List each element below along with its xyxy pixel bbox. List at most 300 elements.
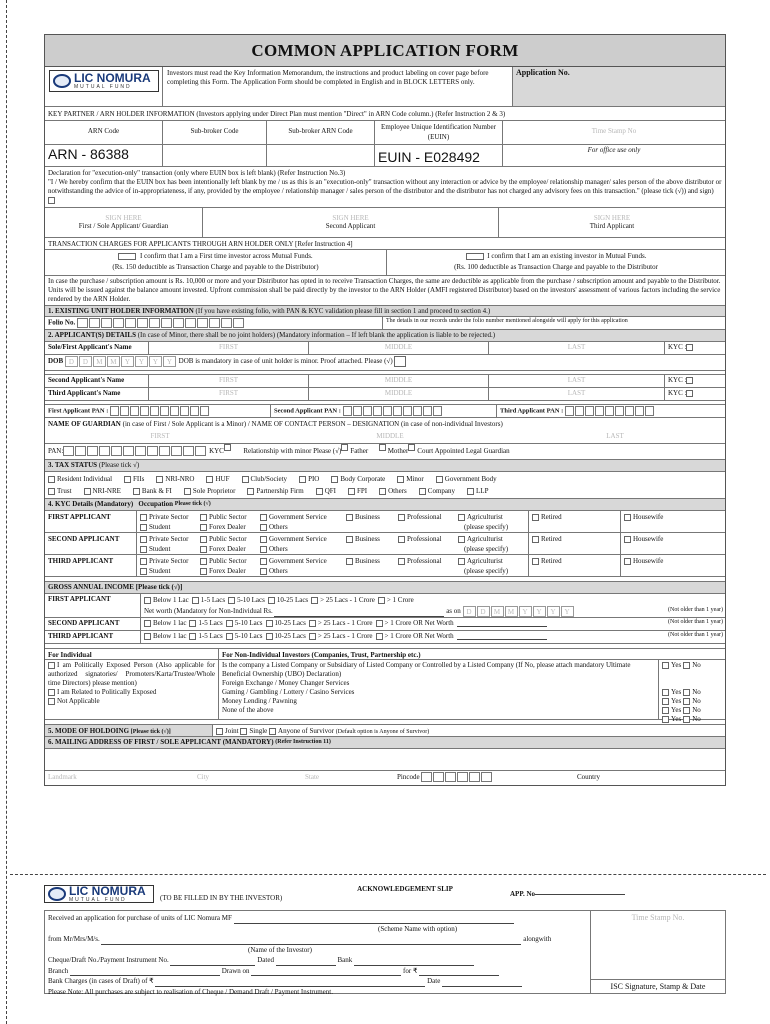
tax-option[interactable] [247,487,303,495]
tax-option[interactable] [419,487,455,495]
city-field[interactable]: City [197,773,210,781]
income-option-label: > 25 Lacs - 1 Crore [320,596,375,604]
occupation-option[interactable] [346,534,398,544]
single-checkbox[interactable] [240,728,247,735]
tax-option[interactable] [156,475,194,483]
application-no-label: Application No. [513,67,725,106]
office-use-label: For office use only [587,146,641,154]
tax-option-label: LLP [476,487,489,495]
euin-field[interactable]: EUIN - E028492 [375,145,503,166]
yes-checkbox[interactable] [662,662,669,669]
no-checkbox[interactable] [683,689,690,696]
occupation-option-label: Government Service [269,535,327,543]
slip-logo: LIC NOMURA MUTUAL FUND [44,885,154,903]
tax-option[interactable] [48,487,72,495]
subbroker-arn-field[interactable] [267,145,375,166]
income-third-row: THIRD APPLICANT Below 1 lac 1-5 Lacs 5-10 Lacs 10-25 Lacs > 25 Lacs - 1 Crore > 1 Crore OR Net Worth (Not older than 1 year) [45,631,725,644]
subbroker-code-field[interactable] [163,145,267,166]
occupation-option[interactable] [140,566,200,576]
checkbox[interactable] [458,514,465,521]
occupation-option-label: Public Sector [209,513,247,521]
logo-text: LIC NOMURA [74,70,151,85]
date-box[interactable]: Y [121,356,134,367]
checkbox[interactable] [48,488,55,495]
dob-row: DOB D D M M Y Y Y Y DOB is mandatory in case of unit holder is minor. Proof attached. Please (√) [45,355,725,371]
income-checkbox[interactable] [266,620,273,627]
folio-boxes[interactable] [77,319,245,327]
occupation-option[interactable] [532,512,612,522]
date-box[interactable]: Y [533,606,546,617]
dob-boxes[interactable] [65,357,177,365]
income-checkbox[interactable] [192,597,199,604]
tax-option-label: FIIs [133,475,145,483]
income-option-label: 5-10 Lacs [234,619,263,627]
checkbox[interactable] [532,558,539,565]
income-option-label: Below 1 lac [153,619,187,627]
landmark-field[interactable]: Landmark [48,773,77,781]
logo [45,67,163,106]
income-checkbox[interactable] [376,633,383,640]
checkbox[interactable] [200,558,207,565]
pep-checkbox[interactable] [48,662,55,669]
occupation-option[interactable] [398,534,458,544]
checkbox[interactable] [260,536,267,543]
checkbox[interactable] [397,476,404,483]
income-first-row: FIRST APPLICANT Below 1 Lac 1-5 Lacs 5-10 Lacs 10-25 Lacs > 25 Lacs - 1 Crore > 1 Crore Net worth (Mandatory for Non-Individual Rs. as on D D M M Y Y Y Y (Not older than 1 year) [45,594,725,618]
transaction-note: In case the purchase / subscription amount is Rs. 10,000 or more and your Distributor has opted in to receive Transaction Charges, the same are deductible as applicable from the purchase / subscription amount and payable to the Distributor. Units will be issued against the balance amount invested. Upfront commission shall be paid directly by the investor to the ARN Holder (AMFI registered Distributor) based on the investors' assessment of various factors including the service rendered by the ARN Holder. [45,276,725,306]
occupation-option[interactable] [140,534,200,544]
occupation-option-label: Agriculturist [467,557,503,565]
checkbox[interactable] [84,488,91,495]
income-option-label: > 1 Crore OR Net Worth [384,619,454,627]
logo-subtext: MUTUAL FUND [74,83,132,90]
occupation-option[interactable] [398,556,458,566]
occupation-option[interactable] [532,534,612,544]
occupation-row [45,533,725,555]
tax-option[interactable] [379,487,407,495]
pincode-boxes[interactable] [421,773,493,781]
sign-first[interactable]: SIGN HERE First / Sole Applicant/ Guardian [45,208,203,237]
occupation-option-label: Others [269,545,288,553]
income-checkbox[interactable] [266,633,273,640]
kyc-checkbox-1[interactable] [686,344,693,351]
yes-checkbox[interactable] [662,689,669,696]
tax-option-label: Club/Society [250,475,288,483]
checkbox[interactable] [348,488,355,495]
joint-checkbox[interactable] [216,728,223,735]
occupation-option[interactable] [140,556,200,566]
tax-option[interactable] [436,475,497,483]
occupation-option-label: Retired [541,557,562,565]
income-checkbox[interactable] [309,620,316,627]
income-option-label: 1-5 Lacs [198,619,223,627]
occupation-option[interactable] [624,512,694,522]
tax-option-label: NRI-NRO [165,475,195,483]
tax-option-label: Others [388,487,407,495]
yes-label: Yes [671,706,682,714]
occupation-option[interactable] [398,512,458,522]
date-box[interactable]: Y [519,606,532,617]
occupation-option[interactable] [458,556,518,566]
occupation-option[interactable] [140,512,200,522]
checkbox[interactable] [260,524,267,531]
last-name-field[interactable]: LAST [489,342,665,354]
income-heading: GROSS ANNUAL INCOME [Please tick (√)] [45,582,725,594]
guardian-pan-boxes[interactable] [63,444,207,459]
section4-heading: 4. KYC Details (Mandatory) Occupation Please tick (√) [45,499,725,511]
related-pep-checkbox[interactable] [48,689,55,696]
income-checkbox[interactable] [376,620,383,627]
occupation-option-label: Agriculturist [467,535,503,543]
income-option-label: > 1 Crore [386,596,414,604]
tax-option-label: QFI [324,487,336,495]
yes-checkbox[interactable] [662,698,669,705]
sign-second[interactable]: SIGN HERE Second Applicant [203,208,499,237]
section3-heading: 3. TAX STATUS (Please tick √) [45,460,725,472]
checkbox[interactable] [247,488,254,495]
checkbox[interactable] [260,514,267,521]
lic-logo-icon [48,887,66,901]
guardian-name-row[interactable]: FIRST MIDDLE LAST [45,430,725,444]
occupation-applicant-label: SECOND APPLICANT [45,533,137,554]
checkbox[interactable] [624,536,631,543]
occupation-option[interactable] [346,512,398,522]
date-box[interactable]: D [79,356,92,367]
no-label: No [692,688,701,696]
tax-option-label: Government Body [444,475,497,483]
checkbox[interactable] [458,558,465,565]
checkbox[interactable] [379,488,386,495]
vertical-cut-line [6,0,7,1024]
tax-option-label: Minor [406,475,424,483]
horizontal-cut-line [10,874,766,875]
occupation-applicant-label: FIRST APPLICANT [45,511,137,532]
tax-option[interactable] [467,487,488,495]
second-applicant-row: Second Applicant's Name FIRST MIDDLE LAST KYC : [45,375,725,388]
occupation-option-label: Private Sector [149,535,189,543]
yes-label: Yes [671,661,682,669]
income-checkbox[interactable] [189,633,196,640]
occupation-option[interactable] [200,556,260,566]
date-box[interactable]: M [505,606,518,617]
guardian-pan-row: PAN: KYC Relationship with minor Please (√) Father Mother Court Appointed Legal Guardian [45,444,725,460]
tax-option[interactable] [348,487,367,495]
yes-no-pair [662,661,722,670]
existing-investor-checkbox[interactable] [466,253,484,260]
date-box[interactable]: Y [547,606,560,617]
checkbox[interactable] [200,568,207,575]
tax-option[interactable] [299,475,319,483]
checkbox[interactable] [624,558,631,565]
occupation-option[interactable] [260,512,340,522]
tax-option-label: NRI-NRE [92,487,121,495]
occupation-option[interactable] [458,534,518,544]
mother-checkbox[interactable] [379,444,386,451]
occupation-option-label: Student [149,567,171,575]
occupation-option-label: Student [149,545,171,553]
income-checkbox[interactable] [309,633,316,640]
occupation-option[interactable] [624,534,694,544]
folio-row: Folio No. The details in our records under the folio number mentioned alongside will apply for this application [45,317,725,330]
tax-option[interactable] [397,475,424,483]
occupation-option-label: Student [149,523,171,531]
occupation-option[interactable] [140,544,200,554]
checkbox[interactable] [260,546,267,553]
tax-option-label: Body Corporate [340,475,386,483]
income-option-label: > 25 Lacs - 1 Crore [317,632,373,640]
no-label: No [692,706,701,714]
income-option-label: 5-10 Lacs [237,596,265,604]
income-second-row: SECOND APPLICANT Below 1 lac 1-5 Lacs 5-10 Lacs 10-25 Lacs > 25 Lacs - 1 Crore > 1 Crore OR Net Worth (Not older than 1 year) [45,618,725,631]
checkbox[interactable] [140,536,147,543]
lic-logo-icon [53,74,71,88]
occupation-option[interactable] [260,566,320,576]
checkbox[interactable] [260,558,267,565]
tax-option-label: FPI [356,487,368,495]
middle-name-field[interactable]: MIDDLE [309,342,489,354]
date-box[interactable]: M [93,356,106,367]
tax-option[interactable] [316,487,336,495]
tax-option[interactable] [331,475,385,483]
tax-option-label: Sole Proprietor [192,487,236,495]
occupation-option-label: Agriculturist [467,513,503,521]
tax-option-label: Trust [57,487,72,495]
survivor-checkbox[interactable] [269,728,276,735]
checkbox[interactable] [156,476,163,483]
yes-checkbox[interactable] [662,707,669,714]
tax-option[interactable] [84,487,121,495]
form-title: COMMON APPLICATION FORM [45,35,725,67]
no-checkbox[interactable] [683,716,690,723]
checkbox[interactable] [331,476,338,483]
tax-option[interactable] [184,487,236,495]
checkbox[interactable] [532,514,539,521]
income-checkbox[interactable] [268,597,275,604]
occupation-option[interactable] [200,544,260,554]
no-checkbox[interactable] [683,662,690,669]
income-checkbox[interactable] [144,620,151,627]
application-form [44,34,726,786]
occupation-option[interactable] [346,556,398,566]
no-label: No [692,661,701,669]
state-field[interactable]: State [305,773,319,781]
yes-no-pair [662,697,722,706]
occupation-option-label: Housewife [633,535,664,543]
yes-no-pair [662,706,722,715]
kyc-checkbox-2[interactable] [686,377,693,384]
checkbox[interactable] [200,546,207,553]
checkbox[interactable] [346,536,353,543]
occupation-option-label: Forex Dealer [209,523,246,531]
checkbox[interactable] [316,488,323,495]
checkbox[interactable] [140,524,147,531]
please-specify: (please specify) [464,545,509,553]
tax-option-label: HUF [215,475,230,483]
occupation-option-label: Others [269,567,288,575]
income-checkbox[interactable] [226,633,233,640]
income-checkbox[interactable] [378,597,385,604]
income-option-label: 10-25 Lacs [274,632,306,640]
yes-no-options [659,660,725,723]
date-box[interactable]: M [491,606,504,617]
occupation-option-label: Others [269,523,288,531]
please-specify: (please specify) [464,523,509,531]
occupation-option-label: Retired [541,535,562,543]
checkbox[interactable] [140,514,147,521]
tax-status-options [45,472,725,499]
checkbox[interactable] [133,488,140,495]
income-option-label: 1-5 Lacs [200,596,226,604]
checkbox[interactable] [200,514,207,521]
checkbox[interactable] [140,568,147,575]
first-time-checkbox[interactable] [118,253,136,260]
checkbox[interactable] [140,558,147,565]
occupation-option[interactable] [200,534,260,544]
occupation-option-label: Forex Dealer [209,567,246,575]
date-box[interactable]: D [65,356,78,367]
checkbox[interactable] [458,536,465,543]
checkbox[interactable] [419,488,426,495]
country-field[interactable]: Country [577,773,600,781]
father-checkbox[interactable] [341,444,348,451]
checkbox[interactable] [346,558,353,565]
occupation-option-label: Business [355,557,380,565]
checkbox[interactable] [346,514,353,521]
tax-option[interactable] [133,487,172,495]
date-box[interactable]: M [107,356,120,367]
kyc-checkbox-3[interactable] [686,390,693,397]
date-box[interactable]: D [463,606,476,617]
occupation-option[interactable] [260,522,320,532]
occupation-option[interactable] [200,512,260,522]
broker-values [45,145,725,167]
tax-option-label: Partnership Firm [256,487,304,495]
occupation-option[interactable] [260,534,340,544]
occupation-option-label: Housewife [633,557,664,565]
section1-heading: 1. EXISTING UNIT HOLDER INFORMATION (If you have existing folio, with PAN & KYC validation please fill in section 1 and proceed to section 4.) [45,306,725,317]
income-checkbox[interactable] [144,597,151,604]
address-lines[interactable] [45,749,725,771]
date-box[interactable]: Y [149,356,162,367]
income-checkbox[interactable] [189,620,196,627]
tax-option[interactable] [206,475,229,483]
declaration: Declaration for "execution-only" transaction (only where EUIN box is left blank) (Refer Instruction No.3) "I / We hereby confirm that the EUIN box has been intentionally left blank by me / us as this is an "execution-only" transaction without any interaction or advice by the employee/ relationship manager/ sales person of the above distributor or notwithstanding the advice of in-appropriateness, if any, provided by the employee / relationship manager / sales person of the distributor and the distributor has not charged any advisory fees on this transaction." (please tick (√)) and sign) [45,167,725,208]
acknowledgement-slip: LIC NOMURA MUTUAL FUND (TO BE FILLED IN BY THE INVESTOR) ACKNOWLEDGEMENT SLIP APP. No Received an application for purchase of units of LIC Nomura MF (Scheme Name with option) from Mr/Mrs/M/s. alongwith (Name of the Investor) Cheque/Draft No./Payment Instrument No. Dated Bank Branch Drawn on for ₹ Bank Charges (in cases of Draft) of ₹ Date Please Note: All purchases are subject to realisation of Cheque / Demand Draft / Payment Instrument. Time Stamp No. ISC Signature, Stamp & Date [44,882,726,994]
occupation-option-label: Professional [407,513,442,521]
intro-text: Investors must read the Key Information Memorandum, the instructions and product labeling on cover page before completing this Form. The Application Form should be completed in English and in BLOCK LETTERS only. [163,67,513,106]
occupation-option[interactable] [458,512,518,522]
section6-heading: 6. MAILING ADDRESS OF FIRST / SOLE APPLICANT (MANDATORY) (Refer Instruction 11) [45,737,725,749]
income-checkbox[interactable] [311,597,318,604]
income-option-label: Below 1 Lac [153,596,189,604]
not-applicable-checkbox[interactable] [48,698,55,705]
tax-option[interactable] [48,475,112,483]
checkbox[interactable] [398,514,405,521]
checkbox[interactable] [124,476,131,483]
networth-date-boxes[interactable] [463,607,575,615]
tax-option-label: Resident Individual [57,475,113,483]
income-option-label: 10-25 Lacs [276,596,309,604]
occupation-option[interactable] [200,566,260,576]
checkbox[interactable] [200,536,207,543]
checkbox[interactable] [299,476,306,483]
occupation-option-label: Professional [407,535,442,543]
guardian-kyc-checkbox[interactable] [224,444,231,451]
income-checkbox[interactable] [144,633,151,640]
income-option-label: > 25 Lacs - 1 Crore [317,619,373,627]
occupation-option-label: Government Service [269,557,327,565]
income-option-label: > 1 Crore OR Net Worth [384,632,454,640]
court-guardian-checkbox[interactable] [408,444,415,451]
dob-proof-checkbox[interactable] [394,356,406,367]
first-name-field[interactable]: FIRST [149,342,309,354]
section5-row: 5. MODE OF HOLDOING [Please tick (√)] Joint Single Anyone of Survivor (Default option is Anyone of Survivor) [45,725,725,737]
form-header [45,67,725,107]
tax-option-label: Company [427,487,456,495]
tax-option-label: PIO [308,475,320,483]
occupation-option-label: Public Sector [209,557,247,565]
occupation-option[interactable] [200,522,260,532]
tax-option[interactable] [124,475,144,483]
checkbox[interactable] [200,524,207,531]
checkbox[interactable] [624,514,631,521]
checkbox[interactable] [398,558,405,565]
income-checkbox[interactable] [226,620,233,627]
checkbox[interactable] [184,488,191,495]
income-checkbox[interactable] [228,597,235,604]
occupation-option[interactable] [260,544,320,554]
date-box[interactable]: D [477,606,490,617]
occupation-applicant-label: THIRD APPLICANT [45,555,137,576]
arn-code-field[interactable]: ARN - 86388 [45,145,163,166]
pan-row: First Applicant PAN : Second Applicant PAN : Third Applicant PAN : [45,405,725,418]
occupation-option[interactable] [532,556,612,566]
date-box[interactable]: Y [561,606,574,617]
checkbox[interactable] [242,476,249,483]
sole-applicant-row: Sole/First Applicant's Name FIRST MIDDLE LAST KYC : [45,342,725,355]
declaration-checkbox[interactable] [48,197,55,204]
yes-label: Yes [671,715,682,723]
sign-third[interactable]: SIGN HERE Third Applicant [589,214,635,230]
occupation-table [45,511,725,577]
checkbox[interactable] [532,536,539,543]
occupation-option-label: Private Sector [149,513,189,521]
checkbox[interactable] [206,476,213,483]
no-checkbox[interactable] [683,707,690,714]
yes-checkbox[interactable] [662,716,669,723]
occupation-option[interactable] [624,556,694,566]
yes-label: Yes [671,697,682,705]
pep-headings: For Individual For Non-Individual Investors (Companies, Trust, Partnership etc.) [45,649,725,660]
tax-option[interactable] [242,475,288,483]
date-box[interactable]: Y [135,356,148,367]
checkbox[interactable] [398,536,405,543]
income-option-label: 5-10 Lacs [234,632,263,640]
date-box[interactable]: Y [163,356,176,367]
occupation-option-label: Housewife [633,513,664,521]
occupation-option-label: Retired [541,513,562,521]
occupation-option-label: Government Service [269,513,327,521]
occupation-option[interactable] [140,522,200,532]
checkbox[interactable] [260,568,267,575]
income-option-label: 1-5 Lacs [198,632,223,640]
occupation-option[interactable] [260,556,340,566]
checkbox[interactable] [436,476,443,483]
checkbox[interactable] [140,546,147,553]
checkbox[interactable] [467,488,474,495]
checkbox[interactable] [48,476,55,483]
no-checkbox[interactable] [683,698,690,705]
